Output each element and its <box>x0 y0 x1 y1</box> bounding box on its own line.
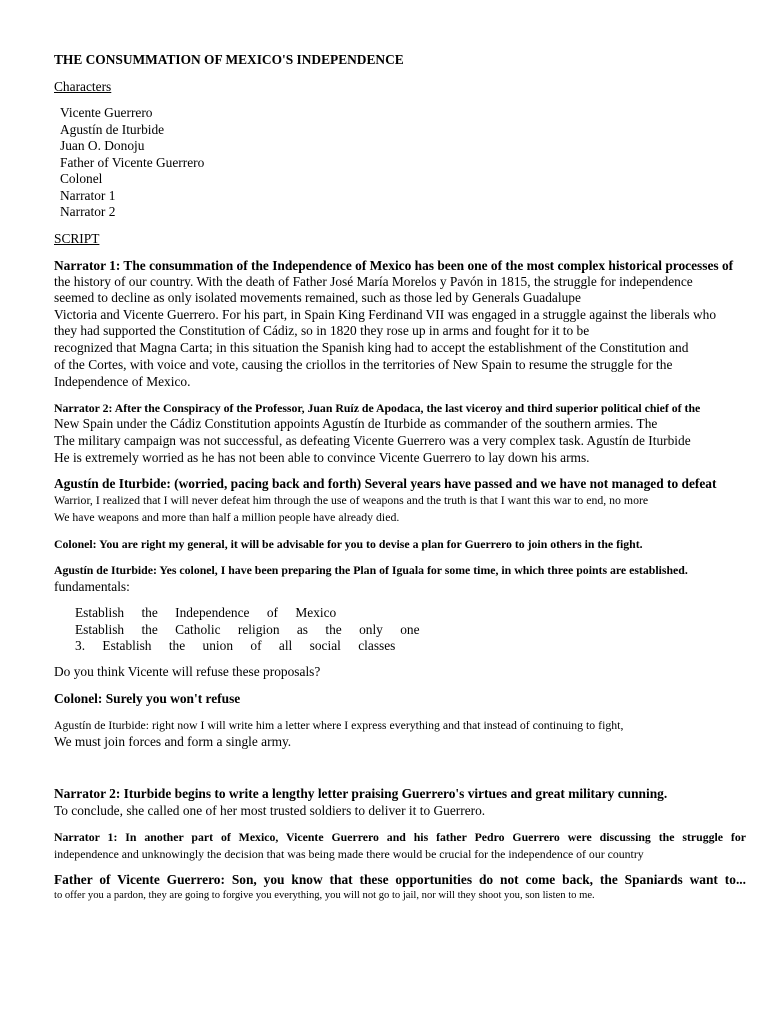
narration-line: the history of our country. With the death of Father José María Morelos y Pavón in 1815, the struggle for independence <box>54 274 693 289</box>
iturbide-line: Agustín de Iturbide: right now I will write him a letter where I express everything and that instead of continuing to fight, <box>54 718 624 732</box>
father-line: Father of Vicente Guerrero: Son, you know that these opportunities do not come back, the Spaniards want to... <box>54 872 746 887</box>
narrator1-line: Narrator 1: In another part of Mexico, Vicente Guerrero and his father Pedro Guerrero were discussing the struggle for <box>54 830 746 844</box>
narration-line: Victoria and Vicente Guerrero. For his part, in Spain King Ferdinand VII was engaged in a struggle against the liberals who <box>54 307 717 322</box>
characters-heading: Characters <box>54 79 112 94</box>
character-item: Agustín de Iturbide <box>60 122 165 137</box>
character-item: Vicente Guerrero <box>60 105 153 120</box>
narration-line: seemed to decline as only isolated movements remained, such as those led by Generals Guadalupe <box>54 290 581 305</box>
plan-point: Establish the Catholic religion as the only one <box>75 622 420 637</box>
character-item: Narrator 2 <box>60 204 116 219</box>
narrator2-line: Narrator 2: Iturbide begins to write a lengthy letter praising Guerrero's virtues and great military cunning. <box>54 786 668 801</box>
narration-line: He is extremely worried as he has not been able to convince Vicente Guerrero to lay down his arms. <box>54 450 590 465</box>
plan-point: 3. Establish the union of all social classes <box>75 638 396 653</box>
narration-line: independence and unknowingly the decision that was being made there would be crucial for the independence of our country <box>54 847 644 861</box>
narration-line: of the Cortes, with voice and vote, causing the criollos in the territories of New Spain to resume the struggle for the <box>54 357 673 372</box>
dialogue-line: to offer you a pardon, they are going to forgive you everything, you will not go to jail, nor will they shoot you, son listen to me. <box>54 890 595 901</box>
dialogue-line: Do you think Vicente will refuse these proposals? <box>54 664 321 679</box>
character-item: Father of Vicente Guerrero <box>60 155 205 170</box>
dialogue-line: We have weapons and more than half a million people have already died. <box>54 510 400 524</box>
colonel-line: Colonel: Surely you won't refuse <box>54 691 241 706</box>
narrator1-line: Narrator 1: The consummation of the Independence of Mexico has been one of the most complex historical processes of <box>54 258 734 273</box>
dialogue-line: Warrior, I realized that I will never defeat him through the use of weapons and the truth is that I want this war to end, no more <box>54 493 649 507</box>
character-item: Juan O. Donoju <box>60 138 145 153</box>
script-heading: SCRIPT <box>54 231 100 246</box>
narration-line: The military campaign was not successful, as defeating Vicente Guerrero was a very complex task. Agustín de Iturbide <box>54 433 691 448</box>
iturbide-line: Agustín de Iturbide: Yes colonel, I have been preparing the Plan of Iguala for some time, in which three points are established. <box>54 563 688 577</box>
document-title: THE CONSUMMATION OF MEXICO'S INDEPENDENCE <box>54 52 404 67</box>
dialogue-line: We must join forces and form a single army. <box>54 734 292 749</box>
narration-line: recognized that Magna Carta; in this situation the Spanish king had to accept the establishment of the Constitution and <box>54 340 689 355</box>
colonel-line: Colonel: You are right my general, it will be advisable for you to devise a plan for Guerrero to join others in the fight. <box>54 537 643 551</box>
narration-line: New Spain under the Cádiz Constitution appoints Agustín de Iturbide as commander of the southern armies. The <box>54 416 658 431</box>
narration-line: To conclude, she called one of her most trusted soldiers to deliver it to Guerrero. <box>54 803 486 818</box>
narration-line: Independence of Mexico. <box>54 374 191 389</box>
narration-line: they had supported the Constitution of Cádiz, so in 1820 they rose up in arms and fought for it to be <box>54 323 590 338</box>
dialogue-line: fundamentals: <box>54 579 130 594</box>
character-item: Colonel <box>60 171 103 186</box>
narrator2-line: Narrator 2: After the Conspiracy of the Professor, Juan Ruíz de Apodaca, the last viceroy and third superior political chief of the <box>54 401 701 415</box>
iturbide-line: Agustín de Iturbide: (worried, pacing back and forth) Several years have passed and we have not managed to defeat <box>54 476 717 491</box>
plan-point: Establish the Independence of Mexico <box>75 605 337 620</box>
character-item: Narrator 1 <box>60 188 116 203</box>
